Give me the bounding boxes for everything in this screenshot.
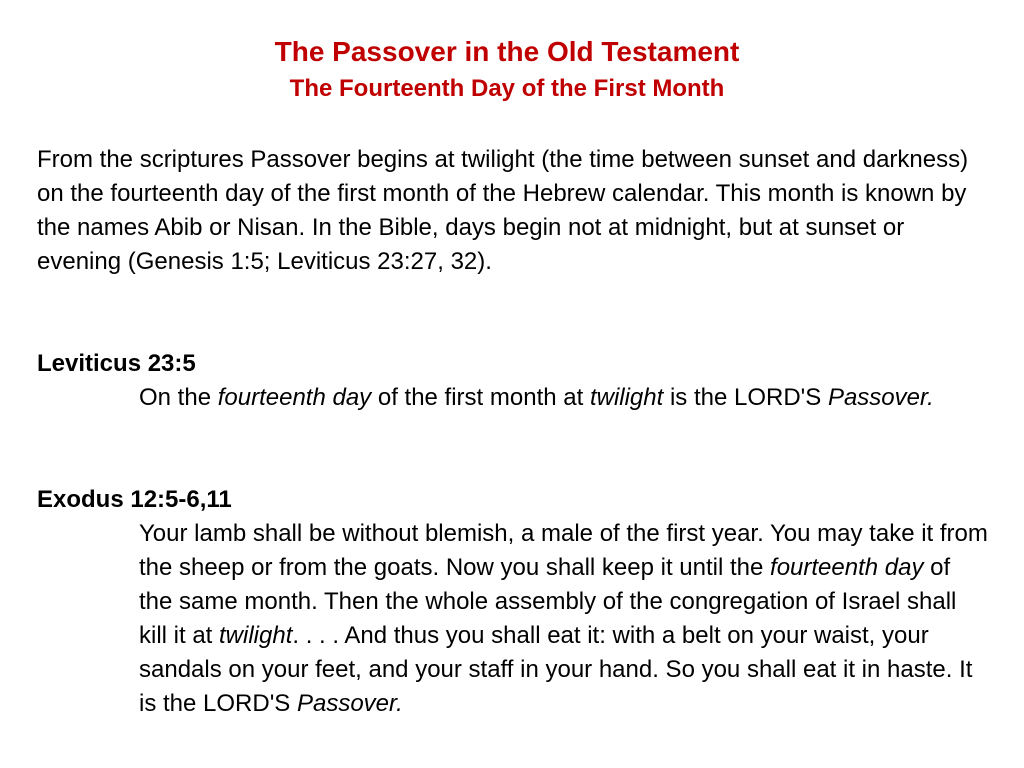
exodus-text-1: Your lamb shall be without blemish, a male of the first year. You may take it from the sheep or from the goats. Now you shall keep it until the xyxy=(139,520,988,581)
leviticus-reference: Leviticus 23:5 xyxy=(37,350,196,377)
leviticus-emphasis-3: Passover. xyxy=(827,384,934,411)
leviticus-emphasis-2: twilight xyxy=(589,384,664,411)
exodus-emphasis-2: twilight xyxy=(219,622,293,649)
exodus-text-2: of the same month. Then the whole assembly of the congregation of Israel shall kill it at xyxy=(139,554,957,649)
exodus-quote xyxy=(139,517,989,721)
slide-subtitle: The Fourteenth Day of the First Month xyxy=(289,75,725,102)
leviticus-text-2: of the first month at xyxy=(371,384,590,411)
leviticus-quote xyxy=(139,381,989,415)
exodus-emphasis-3: Passover. xyxy=(296,690,403,717)
slide-title: The Passover in the Old Testament xyxy=(274,36,740,67)
exodus-text-3: . . . . And thus you shall eat it: with a belt on your waist, your sandals on your feet, and your staff in your hand. So you shall eat it in haste. It is the LORD'S xyxy=(139,622,973,717)
leviticus-text-3: is the LORD'S xyxy=(663,384,828,411)
exodus-reference: Exodus 12:5-6,11 xyxy=(37,486,232,513)
intro-paragraph: From the scriptures Passover begins at twilight (the time between sunset and darkness) on the fourteenth day of the first month of the Hebrew calendar. This month is known by the names Abib or Nisan. In the Bible, days begin not at midnight, but at sunset or evening (Genesis 1:5; Leviticus 23:27, 32). xyxy=(37,146,969,275)
exodus-emphasis-1: fourteenth day xyxy=(770,554,924,581)
leviticus-text-1: On the xyxy=(139,384,218,411)
leviticus-emphasis-1: fourteenth day xyxy=(217,384,372,411)
